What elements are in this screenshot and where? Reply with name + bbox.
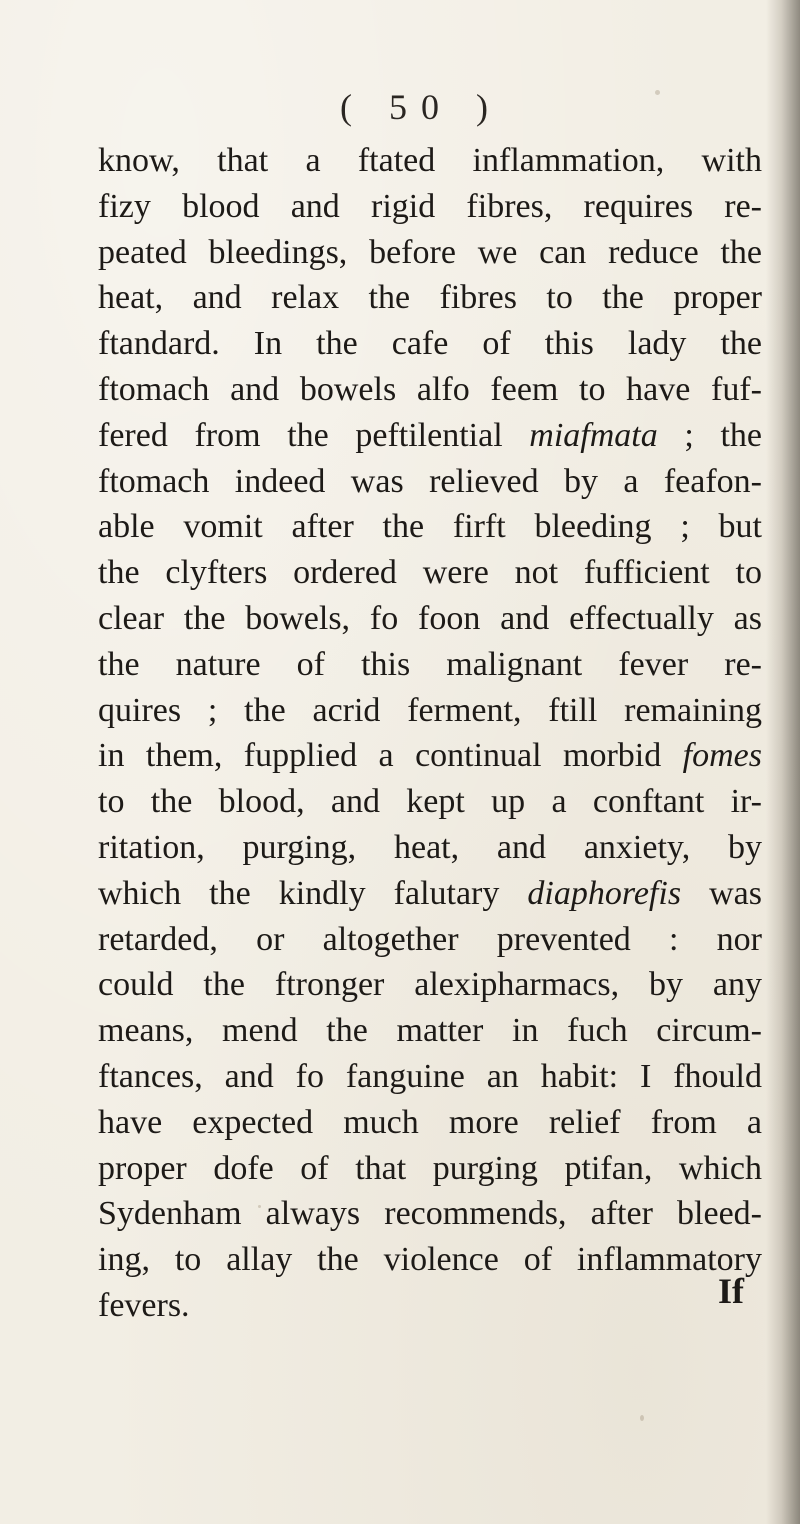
- text-run: means, mend the matter in fuch circum-: [98, 1012, 762, 1050]
- text-line: [98, 642, 762, 688]
- text-run: able vomit after the firft bleeding ; but: [98, 508, 762, 546]
- text-line: [98, 779, 762, 825]
- text-run: peated bleedings, before we can reduce the: [98, 233, 762, 271]
- text-line: [98, 321, 762, 367]
- text-run: have expected much more relief from a: [98, 1103, 762, 1141]
- text-run: ; the: [657, 416, 762, 454]
- text-run: was: [681, 874, 762, 912]
- text-line: [98, 550, 762, 596]
- text-run: proper dofe of that purging ptifan, which: [98, 1149, 762, 1187]
- text-line: [98, 1146, 762, 1192]
- text-line: [98, 1100, 762, 1146]
- text-line: [98, 459, 762, 505]
- text-line: [98, 596, 762, 642]
- italic-term: diaphorefis: [527, 874, 682, 912]
- text-run: could the ftronger alexipharmacs, by any: [98, 966, 762, 1004]
- text-run: in them, fupplied a continual morbid: [98, 737, 683, 775]
- text-line: [98, 1054, 762, 1100]
- text-run: Sydenham always recommends, after bleed-: [98, 1195, 762, 1233]
- italic-term: miafmata: [529, 416, 658, 454]
- text-run: to the blood, and kept up a conftant ir-: [98, 783, 762, 821]
- page-edge-shadow: [766, 0, 800, 1524]
- text-run: heat, and relax the fibres to the proper: [98, 279, 762, 317]
- text-run: clear the bowels, fo foon and effectually as: [98, 599, 762, 637]
- paper-speck: [640, 1415, 644, 1421]
- text-line: [98, 367, 762, 413]
- text-line: [98, 871, 762, 917]
- text-line: [98, 962, 762, 1008]
- text-run: ftomach and bowels alfo feem to have fuf-: [98, 370, 762, 408]
- text-run: know, that a ftated inflammation, with: [98, 142, 762, 179]
- body-text: [98, 138, 762, 1329]
- text-run: the nature of this malignant fever re-: [98, 645, 762, 683]
- text-line: [98, 1191, 762, 1237]
- catchword: If: [718, 1271, 744, 1311]
- text-line: [98, 825, 762, 871]
- paper-speck: [655, 90, 660, 95]
- text-line: [98, 917, 762, 963]
- text-run: fizy blood and rigid fibres, requires re-: [98, 187, 762, 225]
- text-line: [98, 230, 762, 276]
- text-run: the clyfters ordered were not fufficient to: [98, 554, 762, 592]
- text-line: [98, 413, 762, 459]
- text-line: [98, 1283, 762, 1329]
- text-run: quires ; the acrid ferment, ftill remaining: [98, 691, 762, 729]
- text-line: [98, 1237, 762, 1283]
- text-line: [98, 688, 762, 734]
- text-run: ftandard. In the cafe of this lady the: [98, 325, 762, 363]
- text-run: ritation, purging, heat, and anxiety, by: [98, 828, 762, 866]
- text-run: fevers.: [98, 1286, 190, 1324]
- paper-speck: [258, 1205, 261, 1208]
- text-run: retarded, or altogether prevented : nor: [98, 920, 762, 958]
- text-line: [98, 184, 762, 230]
- text-line: [98, 138, 762, 184]
- text-run: fered from the peftilential: [98, 416, 530, 454]
- italic-term: fomes: [682, 737, 762, 775]
- text-line: [98, 504, 762, 550]
- text-line: [98, 1008, 762, 1054]
- text-run: which the kindly falutary: [98, 874, 528, 912]
- page-number: ( 50 ): [340, 87, 502, 127]
- text-run: ftomach indeed was relieved by a feafon-: [98, 462, 762, 500]
- text-line: [98, 275, 762, 321]
- text-run: ftances, and fo fanguine an habit: I fhould: [98, 1057, 762, 1095]
- text-line: [98, 733, 762, 779]
- text-run: ing, to allay the violence of inflammatory: [98, 1241, 762, 1279]
